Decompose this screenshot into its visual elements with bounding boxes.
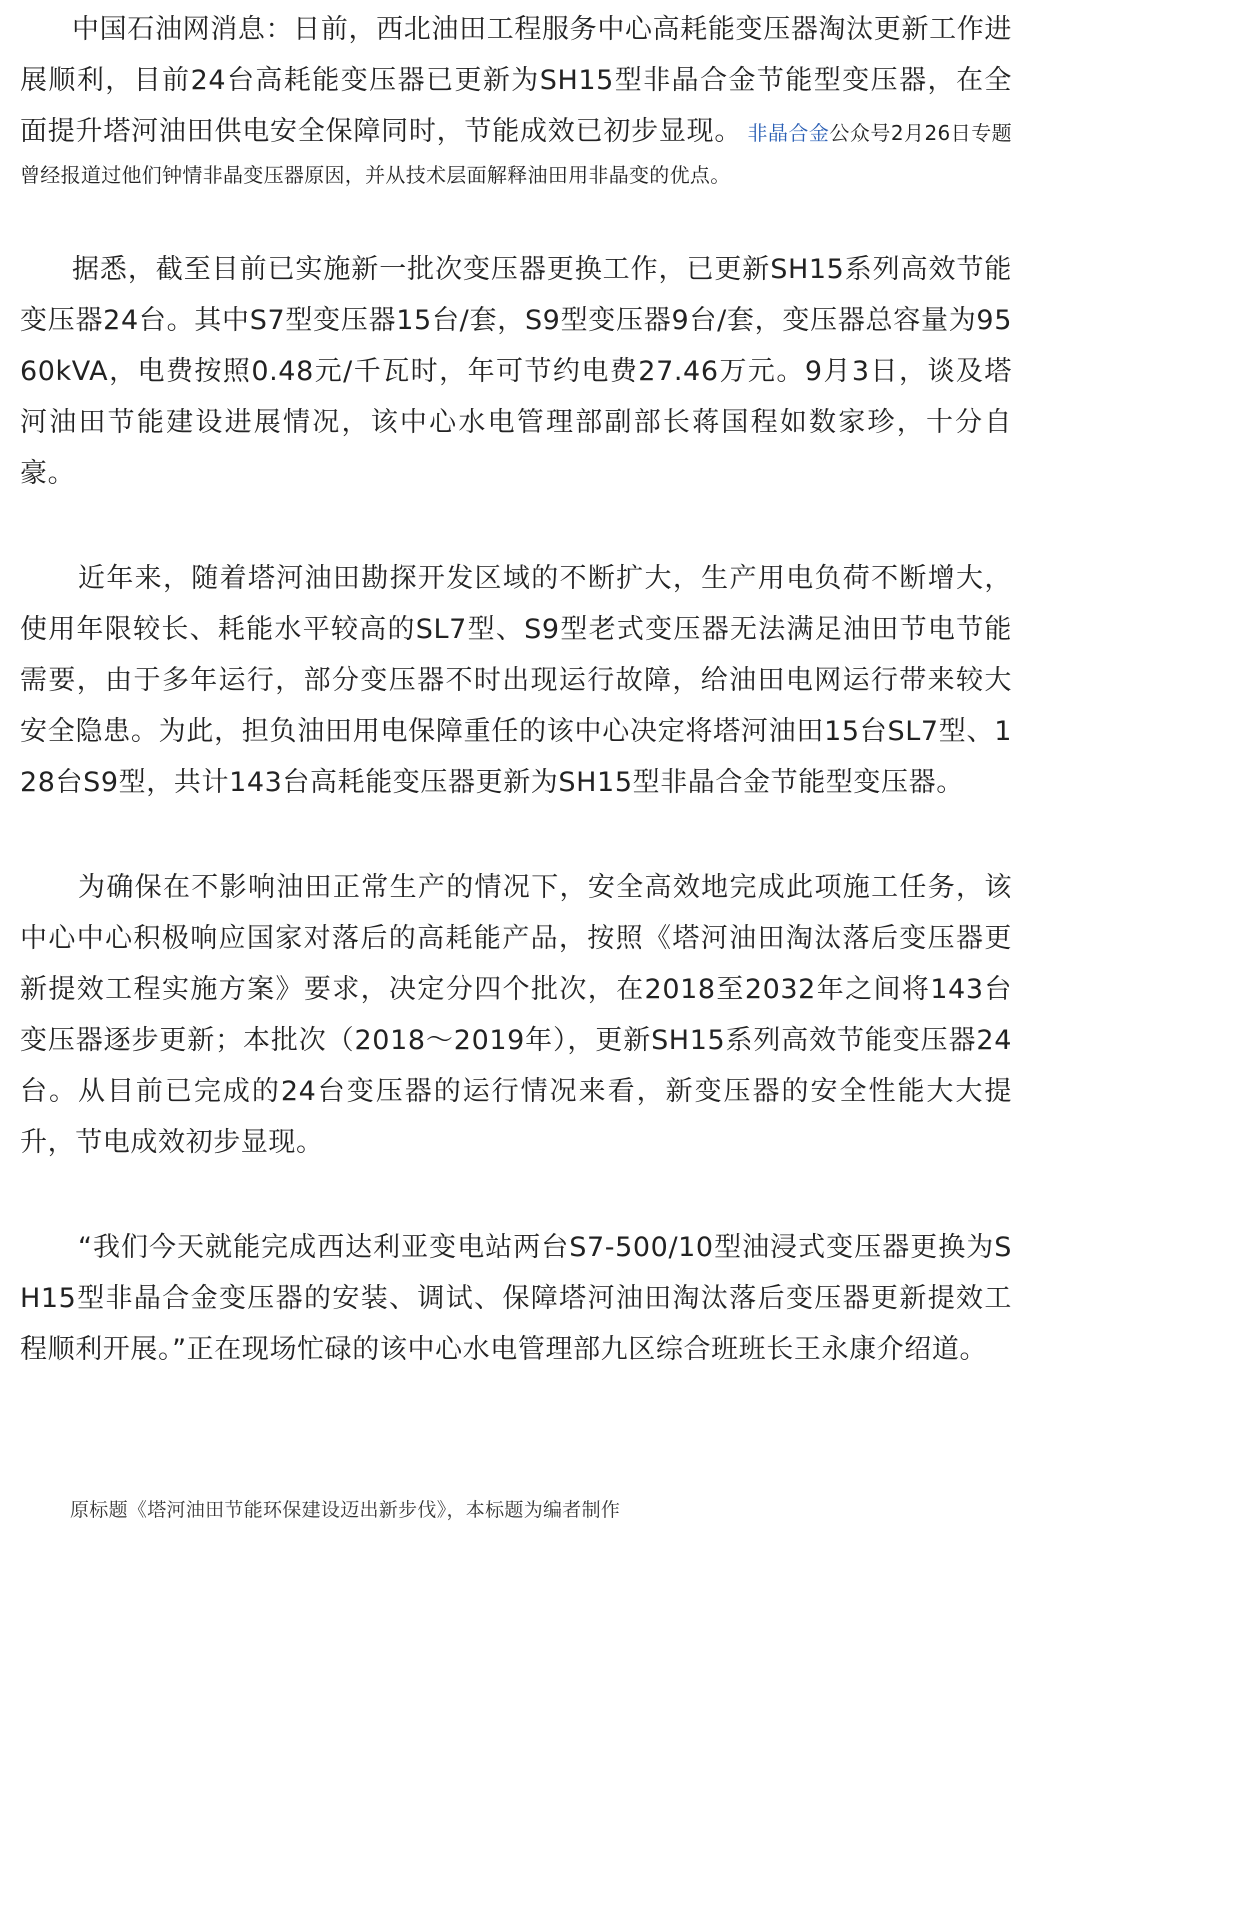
article-paragraph-4: “我们今天就能完成西达利亚变电站两台S7-500/10型油浸式变压器更换为SH15型非晶合金变压器的安装、调试、保障塔河油田淘汰落后变压器更新提效工程顺利开展。”正在现场忙碌的该中心水电管理部九区综合班班长王永康介绍道。 (20, 1232, 1012, 1365)
intro-paragraph (20, 4, 1012, 194)
intro-tail-text: 公众号2月26日专题曾经报道过他们钟情非晶变压器原因，并从技术层面解释油田用非晶变的优点。 (20, 121, 1012, 187)
article-paragraph-3: 为确保在不影响油田正常生产的情况下，安全高效地完成此项施工任务，该中心中心积极响应国家对落后的高耗能产品，按照《塔河油田淘汰落后变压器更新提效工程实施方案》要求，决定分四个批次，在2018至2032年之间将143台变压器逐步更新；本批次（2018～2019年），更新SH15系列高效节能变压器24台。从目前已完成的24台变压器的运行情况来看，新变压器的安全性能大大提升，节电成效初步显现。 (20, 872, 1012, 1158)
article-paragraph-2: 近年来，随着塔河油田勘探开发区域的不断扩大，生产用电负荷不断增大，使用年限较长、耗能水平较高的SL7型、S9型老式变压器无法满足油田节电节能需要，由于多年运行，部分变压器不时出现运行故障，给油田电网运行带来较大安全隐患。为此，担负油田用电保障重任的该中心决定将塔河油田15台SL7型、128台S9型，共计143台高耗能变压器更新为SH15型非晶合金节能型变压器。 (20, 563, 1012, 798)
source-account-link[interactable]: 非晶合金 (747, 121, 830, 145)
intro-lead-text: 中国石油网消息：日前，西北油田工程服务中心高耗能变压器淘汰更新工作进展顺利，目前24台高耗能变压器已更新为SH15型非晶合金节能型变压器，在全面提升塔河油田供电安全保障同时，节能成效已初步显现。 (20, 14, 1012, 147)
article-paragraph-1: 据悉，截至目前已实施新一批次变压器更换工作，已更新SH15系列高效节能变压器24台。其中S7型变压器15台/套，S9型变压器9台/套，变压器总容量为9560kVA，电费按照0.48元/千瓦时，年可节约电费27.46万元。9月3日，谈及塔河油田节能建设进展情况，该中心水电管理部副部长蒋国程如数家珍，十分自豪。 (20, 254, 1012, 489)
article-body (20, 4, 1012, 1429)
original-title-note: 原标题《塔河油田节能环保建设迈出新步伐》，本标题为编者制作 (70, 1499, 621, 1521)
